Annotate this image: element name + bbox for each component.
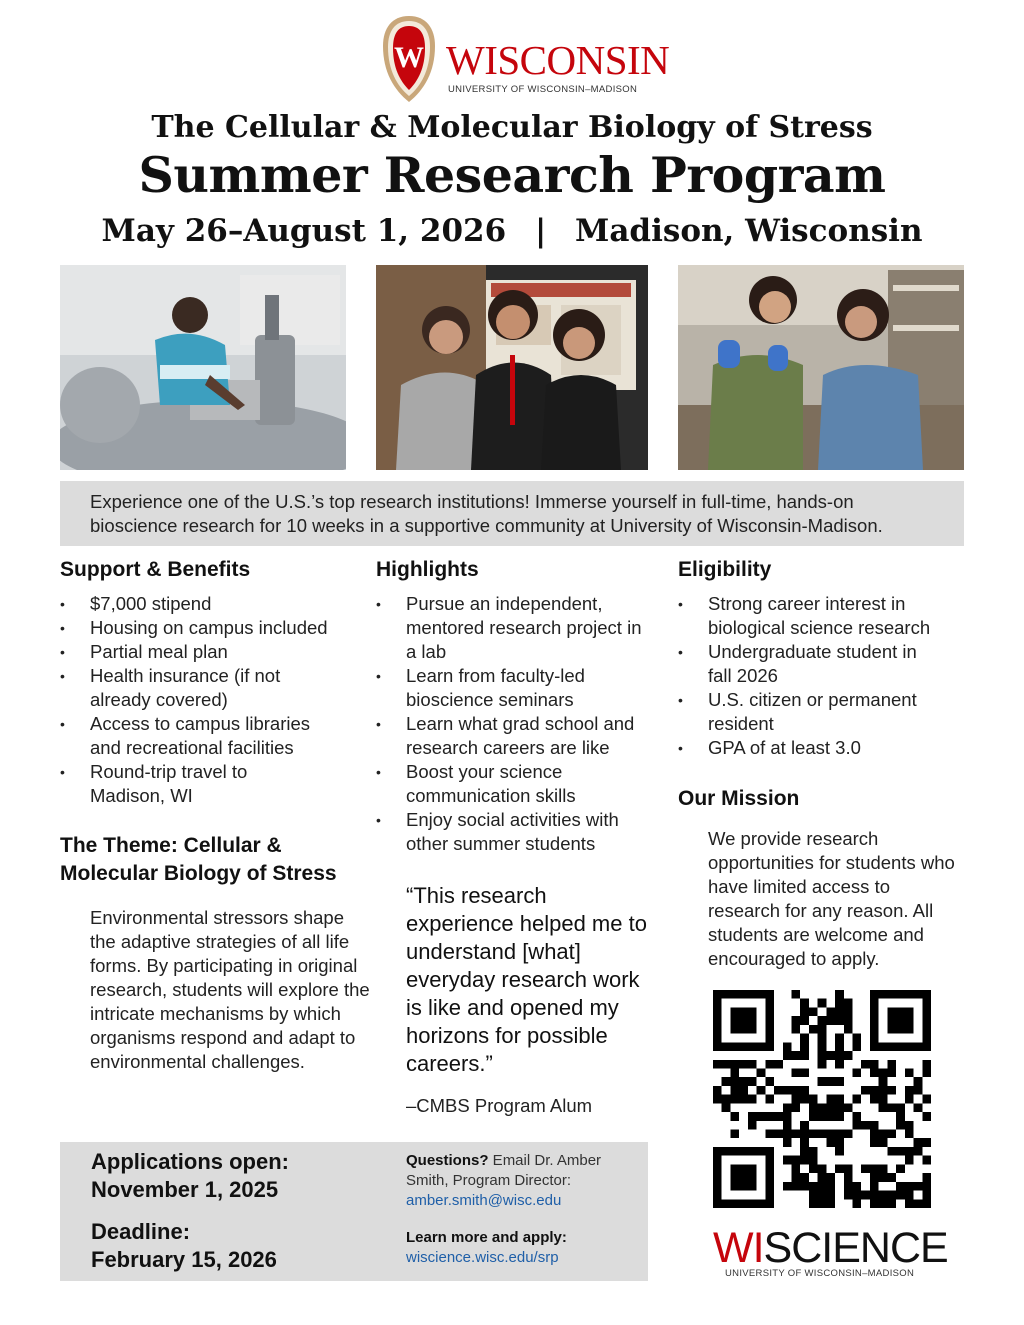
- program-title: Summer Research Program: [138, 146, 886, 204]
- logo-subtitle: UNIVERSITY OF WISCONSIN–MADISON: [448, 84, 638, 95]
- list-item: • Health insurance (if not already covered): [60, 664, 330, 712]
- list-item: • U.S. citizen or permanent resident: [678, 688, 948, 736]
- support-heading: Support & Benefits: [60, 558, 251, 581]
- photo-students-pipetting: [678, 265, 964, 470]
- highlights-section: [376, 558, 666, 856]
- applications-open-date: November 1, 2025: [91, 1177, 279, 1202]
- highlights-list: [376, 592, 666, 856]
- logo-word: WISCONSIN: [446, 37, 670, 83]
- highlights-heading: Highlights: [376, 558, 479, 581]
- support-list: [60, 592, 360, 808]
- deadline-label: Deadline:: [91, 1219, 191, 1244]
- eligibility-heading: Eligibility: [678, 558, 772, 581]
- questions-contact: [406, 1151, 636, 1211]
- list-item: • Partial meal plan: [60, 640, 360, 664]
- questions-text: Email Dr. Amber Smith, Program Director:: [406, 1152, 602, 1189]
- wiscience-subtitle: UNIVERSITY OF WISCONSIN–MADISON: [725, 1268, 915, 1279]
- list-item: • $7,000 stipend: [60, 592, 360, 616]
- qr-code-icon: [713, 990, 931, 1208]
- list-item: • Housing on campus included: [60, 616, 360, 640]
- theme-body: Environmental stressors shape the adaptive strategies of all life forms. By participating in original research, students will explore the intricate mechanisms by which organisms respond and adapt to environmental challenges.: [90, 907, 370, 1072]
- wiscience-black-part: SCIENCE: [763, 1224, 948, 1272]
- wiscience-wordmark: [713, 1226, 948, 1270]
- theme-heading: The Theme: Cellular & Molecular Biology of Stress: [60, 834, 337, 885]
- wiscience-logo: [713, 1224, 948, 1286]
- photo-three-students-poster: [376, 265, 648, 470]
- quote-attribution: –CMBS Program Alum: [406, 1095, 593, 1116]
- program-location: Madison, Wisconsin: [575, 213, 923, 249]
- list-item: • Strong career interest in biological science research: [678, 592, 958, 640]
- program-subtitle: The Cellular & Molecular Biology of Stress: [151, 110, 873, 145]
- wisconsin-logo: [380, 14, 670, 106]
- list-item: • Round-trip travel to Madison, WI: [60, 760, 300, 808]
- uw-crest-icon: [380, 14, 438, 104]
- list-item: • Pursue an independent, mentored research project in a lab: [376, 592, 651, 664]
- learn-more: [406, 1228, 636, 1268]
- program-dates: May 26–August 1, 2026: [101, 213, 507, 249]
- learn-more-label: Learn more and apply:: [406, 1229, 567, 1246]
- application-deadline: [91, 1218, 351, 1274]
- photo-student-lab-equipment: [60, 265, 346, 470]
- list-item: • Enjoy social activities with other summer students: [376, 808, 651, 856]
- eligibility-list: [678, 592, 968, 760]
- contact-email-link[interactable]: amber.smith@wisc.edu: [406, 1192, 562, 1209]
- list-item: • Access to campus libraries and recreational facilities: [60, 712, 340, 760]
- applications-open: [91, 1148, 351, 1204]
- wiscience-red-part: WI: [713, 1224, 764, 1272]
- dates-separator: |: [534, 213, 547, 249]
- mission-heading: Our Mission: [678, 787, 800, 810]
- list-item: • Undergraduate student in fall 2026: [678, 640, 928, 688]
- list-item: • Learn what grad school and research careers are like: [376, 712, 661, 760]
- program-url-link[interactable]: wiscience.wisc.edu/srp: [406, 1249, 559, 1266]
- list-item: • GPA of at least 3.0: [678, 736, 968, 760]
- list-item: • Learn from faculty-led bioscience seminars: [376, 664, 626, 712]
- questions-label: Questions?: [406, 1152, 489, 1169]
- alum-quote: “This research experience helped me to understand [what] everyday research work is like and opened my horizons for possible careers.”: [406, 883, 647, 1076]
- support-benefits-section: [60, 558, 360, 808]
- applications-open-label: Applications open:: [91, 1149, 289, 1174]
- dates-location: [0, 213, 1024, 249]
- intro-banner: Experience one of the U.S.’s top research institutions! Immerse yourself in full-time, hands-on bioscience research for 10 weeks in a supportive community at University of Wisconsin-Madison.: [60, 481, 964, 546]
- crest-letter: W: [394, 41, 424, 74]
- mission-body: We provide research opportunities for students who have limited access to research for any reason. All students are welcome and encouraged to apply.: [708, 828, 955, 969]
- eligibility-section: [678, 558, 968, 760]
- deadline-date: February 15, 2026: [91, 1247, 277, 1272]
- qr-code[interactable]: [713, 990, 931, 1208]
- list-item: • Boost your science communication skills: [376, 760, 616, 808]
